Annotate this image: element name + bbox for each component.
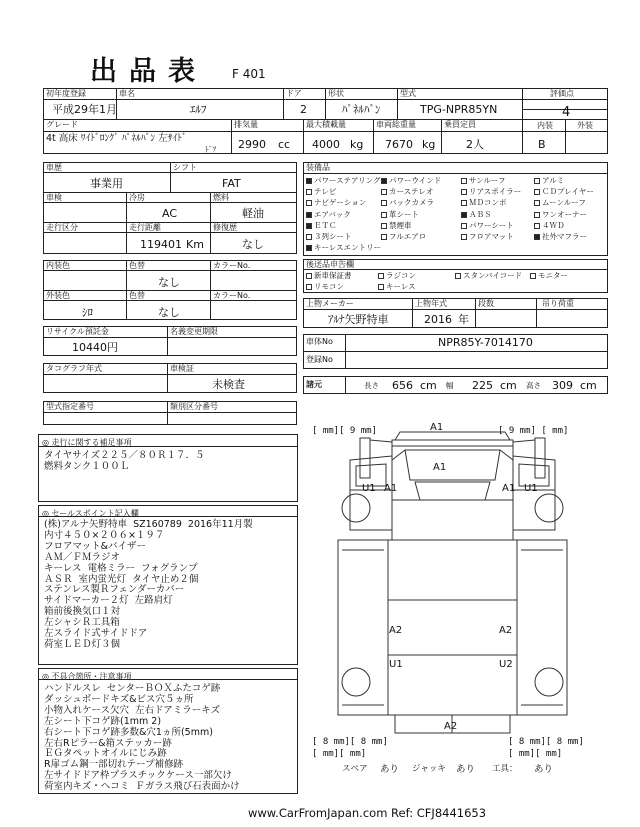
equipment-item-label: フロアマット	[469, 232, 514, 241]
equipment-checkbox	[381, 178, 387, 184]
disp-label: 排気量	[234, 120, 258, 129]
type-label: 型式指定番号	[46, 402, 94, 411]
equipment-item-label: ナビゲーション	[314, 198, 367, 208]
inspect-label: 車検証	[170, 364, 194, 373]
ext-color-value: ｼﾛ	[82, 306, 93, 319]
equipment-item-label: アルミ	[542, 176, 565, 185]
equipment-checkbox	[381, 189, 387, 195]
equipment-checkbox	[534, 200, 540, 206]
post-item-label: キーレス	[386, 282, 416, 291]
equipment-item	[534, 199, 586, 207]
equipment-item	[381, 199, 434, 207]
equipment-item	[534, 188, 594, 196]
exterior-label: 外装	[577, 121, 593, 130]
text-line: ステンレス製Ｒフェンダーカバー	[44, 584, 185, 596]
equipment-item	[306, 199, 366, 207]
shift-value: FAT	[222, 177, 241, 190]
equipment-checkbox	[381, 234, 387, 240]
cap-label: 乗員定員	[444, 120, 476, 129]
equipment-item-label: バックカメラ	[389, 198, 434, 208]
mark-a1-left: A1	[384, 483, 398, 494]
body-year-unit: 年	[458, 313, 469, 326]
notes-label: ◎ 走行に関する補足事項	[42, 438, 132, 447]
name-value: ｴﾙﾌ	[190, 103, 207, 116]
post-label: 後送品申告欄	[306, 260, 354, 269]
mark-u1-right: U1	[524, 483, 538, 494]
chassis-label: 車体No	[306, 337, 333, 346]
equipment-item-label: ＡＢＳ	[469, 209, 492, 219]
grade-label: グレード	[46, 120, 78, 129]
maker-label: 上物メーカー	[306, 299, 354, 308]
equipment-item-label: ＥＴＣ	[314, 220, 337, 230]
mileage-value: 119401	[140, 238, 182, 251]
equipment-item-label: 革シート	[389, 209, 419, 219]
equipment-item-label: ４ＷＤ	[542, 220, 565, 230]
post-checkbox	[378, 273, 384, 279]
tread-bottom-right-2: [ mm][ mm]	[508, 749, 563, 759]
mileage-label: 走行距離	[129, 223, 161, 232]
door-value: 2	[300, 103, 307, 116]
equipment-checkbox	[306, 245, 312, 251]
wid-label: 幅	[446, 381, 454, 390]
equipment-checkbox	[534, 212, 540, 218]
cap-value: 2人	[466, 138, 484, 151]
recycle-value: 10440円	[72, 341, 118, 354]
spare-label: スペア	[342, 764, 368, 774]
footer-ref: www.CarFromJapan.com Ref: CFJ8441653	[248, 806, 487, 820]
equipment-item-label: 禁煙車	[389, 220, 412, 230]
equipment-item-label: テレビ	[314, 187, 337, 197]
equipment-checkbox	[461, 223, 467, 229]
mark-u2-mid: U2	[499, 659, 513, 670]
equipment-item	[306, 244, 381, 252]
disp-unit: cc	[278, 138, 291, 151]
text-line: サイドマーカー２灯 左路肩灯	[44, 595, 173, 607]
equipment-checkbox	[306, 223, 312, 229]
equipment-checkbox	[381, 212, 387, 218]
equipment-item-label: エアバック	[314, 209, 351, 219]
text-line: 小物入れケース欠穴 左右ドアミラーキズ	[44, 704, 221, 716]
steps-label: 段数	[478, 299, 494, 308]
gross-unit: kg	[422, 138, 436, 151]
text-line: ＥＧタペットオイルにじみ跡	[44, 748, 167, 760]
grade-value-1: 4t 高床 ﾜｲﾄﾞﾛﾝｸﾞ ﾊﾟﾈﾙﾊﾞﾝ 左ｻｲﾄﾞ	[46, 133, 187, 144]
equipment-item	[461, 233, 514, 241]
equipment-item	[381, 233, 426, 241]
class-label: 類別区分番号	[170, 402, 218, 411]
post-item-label: モニター	[538, 271, 568, 280]
post-item-label: リモコン	[314, 282, 344, 291]
defects-lines	[44, 684, 240, 793]
tread-top-right: [ 9 mm] [ mm]	[498, 426, 569, 436]
notes-lines	[44, 451, 205, 473]
text-line: 左シート下コゲ跡(1mm 2)	[44, 715, 162, 727]
len-label: 長さ	[364, 381, 379, 390]
door-label: ドア	[286, 89, 302, 98]
text-line: 左右Rピラー&箱ステッカー跡	[44, 737, 172, 749]
tread-bottom-left: [ 8 mm][ 8 mm]	[312, 737, 388, 747]
post-checkbox	[378, 284, 384, 290]
equipment-checkbox	[461, 212, 467, 218]
tread-top-left: [ mm][ 9 mm]	[312, 426, 378, 436]
text-line: 左シャシＲ工具箱	[44, 617, 120, 629]
text-line: 内寸４５０×２０６×１９７	[44, 529, 165, 541]
recycle-label: リサイクル預託金	[46, 327, 109, 336]
mileage-unit: Km	[186, 238, 204, 251]
post-item	[306, 272, 352, 280]
sales-lines	[44, 520, 253, 651]
disp-value: 2990	[238, 138, 266, 151]
tacho-label: タコグラフ年式	[46, 364, 102, 373]
int-paint-label: 色替	[129, 261, 145, 270]
ext-color-label: 外装色	[46, 291, 70, 300]
post-item	[378, 283, 416, 291]
int-paint-value: なし	[158, 276, 180, 289]
equipment-item	[534, 211, 587, 219]
post-item-label: 新車保証書	[314, 271, 352, 280]
post-checkbox	[455, 273, 461, 279]
mark-a2-left: A2	[389, 625, 403, 636]
equipment-checkbox	[534, 189, 540, 195]
text-line: ＡＭ／ＦＭラジオ	[44, 551, 121, 563]
text-line: 左サイドドア枠プラスチックケース一部欠け	[44, 770, 232, 782]
repair-label: 修復歴	[213, 223, 237, 232]
equipment-item	[461, 199, 507, 207]
body-year-value: 2016	[424, 313, 452, 326]
equipment-item	[461, 188, 521, 196]
equipment-checkbox	[306, 212, 312, 218]
spare-value: あり	[380, 764, 400, 775]
post-item-label: ラジコン	[386, 271, 416, 280]
wid-unit: cm	[500, 379, 517, 392]
equipment-item-label: ＭＤコンポ	[469, 198, 507, 208]
tool-value: あり	[534, 764, 554, 775]
fuel-label: 燃料	[213, 193, 229, 202]
equipment-item	[306, 211, 351, 219]
equipment-item	[461, 211, 492, 219]
text-line: 荷室ＬＥＤ灯３個	[44, 638, 121, 650]
equipment-item-label: パワーステアリング	[314, 176, 381, 185]
equipment-checkbox	[381, 200, 387, 206]
text-line: キーレス 電格ミラー フォグランプ	[44, 562, 198, 574]
hang-label: 吊り荷重	[542, 299, 574, 308]
hgt-label: 高さ	[526, 381, 541, 390]
equipment-item	[306, 222, 337, 230]
equipment-item	[534, 177, 564, 185]
equipment-item	[381, 188, 433, 196]
maker-value: ｱﾙﾅ矢野特車	[328, 313, 389, 326]
jack-label: ジャッキ	[412, 764, 446, 774]
post-item	[306, 283, 344, 291]
interior-label: 内装	[537, 121, 553, 130]
post-item	[455, 272, 522, 280]
body-year-label: 上物年式	[415, 299, 447, 308]
chassis-value: NPR85Y-7014170	[438, 336, 533, 349]
fuel-value: 軽油	[242, 207, 264, 220]
load-unit: kg	[350, 138, 364, 151]
load-value: 4000	[312, 138, 340, 151]
equipment-checkbox	[461, 234, 467, 240]
equipment-item-label: ムーンルーフ	[542, 198, 586, 208]
tool-label: 工具：	[492, 764, 518, 774]
text-line: タイヤサイズ２２５／８０Ｒ１７．５	[44, 450, 205, 461]
equipment-item	[381, 222, 412, 230]
equipment-item	[306, 188, 336, 196]
text-line: 荷室内キズ・ヘコミ Ｆガラス飛び石表面かけ	[44, 781, 240, 793]
tread-bottom-left-2: [ mm][ mm]	[312, 749, 367, 759]
post-checkbox	[530, 273, 536, 279]
equipment-item-label: ワンオーナー	[542, 209, 587, 219]
jack-value: あり	[456, 764, 476, 775]
equipment-checkbox	[461, 200, 467, 206]
text-line: 右シート下コゲ跡多数&穴1ヵ所(5mm)	[44, 726, 213, 738]
equipment-checkbox	[306, 234, 312, 240]
grade-value-2: ﾄﾞｱ	[205, 145, 217, 154]
equipment-item-label: ３列シート	[314, 232, 352, 241]
equipment-checkbox	[534, 178, 540, 184]
equipment-item-label: カーステレオ	[389, 187, 434, 197]
mark-a1-hood: A1	[433, 462, 447, 473]
equipment-checkbox	[461, 189, 467, 195]
equipment-checkbox	[306, 178, 312, 184]
len-unit: cm	[420, 379, 437, 392]
eval-value: 4	[562, 105, 571, 120]
history-value: 事業用	[90, 177, 123, 190]
page-title: 出品表	[90, 56, 207, 87]
year-label: 初年度登録	[46, 89, 86, 98]
inspect-value: 未検査	[212, 378, 245, 391]
text-line: ダッシュボードキズ&ビス穴５ヵ所	[44, 693, 194, 705]
len-value: 656	[392, 379, 413, 392]
form-code: F 401	[232, 67, 266, 81]
text-line: 箱前後換気口１対	[44, 606, 121, 618]
tread-bottom-right: [ 8 mm][ 8 mm]	[508, 737, 584, 747]
text-line: ハンドルスレ センターＢＯＸふたコゲ跡	[44, 683, 221, 694]
name-label: 車名	[119, 89, 135, 98]
int-code-label: カラーNo.	[213, 261, 251, 270]
repair-value: なし	[242, 238, 264, 251]
eval-label: 評価点	[550, 89, 574, 98]
equipment-item-label: サンルーフ	[469, 176, 506, 185]
wid-value: 225	[472, 379, 493, 392]
gross-value: 7670	[385, 138, 413, 151]
ext-paint-label: 色替	[129, 291, 145, 300]
equipment-item-label: パワーウインド	[389, 176, 442, 185]
year-value: 平成29年1月	[52, 103, 117, 116]
equipment-item	[306, 233, 352, 241]
equipment-checkbox	[306, 189, 312, 195]
equipment-item	[381, 211, 419, 219]
mark-u1-mid: U1	[389, 659, 403, 670]
post-item	[530, 272, 568, 280]
drive-label: 車検	[46, 193, 62, 202]
mark-u1-left: U1	[362, 483, 376, 494]
equipment-item-label: 社外マフラー	[542, 232, 587, 241]
load-label: 最大積載量	[306, 120, 346, 129]
ext-code-label: カラーNo.	[213, 291, 251, 300]
mark-a2-right: A2	[499, 625, 513, 636]
mileage-cat-label: 走行区分	[46, 223, 78, 232]
cool-label: 冷房	[129, 193, 145, 202]
post-item-label: スタンバイコード	[463, 271, 523, 280]
text-line: フロアマット&バイザー	[44, 540, 147, 552]
hgt-value: 309	[552, 379, 573, 392]
model-label: 型式	[400, 89, 416, 98]
equipment-checkbox	[534, 234, 540, 240]
ext-paint-value: なし	[158, 306, 180, 319]
truck-diagram	[330, 420, 575, 738]
equipment-checkbox	[381, 223, 387, 229]
text-line: R扉ゴム鋼一部切れテープ補修跡	[44, 759, 184, 771]
dims-label: 諸元	[306, 380, 322, 389]
cool-value: AC	[162, 207, 178, 220]
reg-label: 登録No	[306, 355, 333, 364]
hgt-unit: cm	[580, 379, 597, 392]
text-line: (株)アルナ矢野特車 SZ160789 2016年11月製	[44, 519, 253, 530]
equipment-item	[534, 222, 565, 230]
equipment-item-label: パワーシート	[469, 220, 514, 230]
equipment-item-label: リアスポイラー	[469, 187, 522, 197]
equipment-checkbox	[306, 200, 312, 206]
mark-a1-top: A1	[430, 422, 444, 433]
post-checkbox	[306, 273, 312, 279]
text-line: 左スライド式サイドドア	[44, 628, 148, 640]
sales-label: ◎ セールスポイント記入欄	[42, 509, 139, 518]
equipment-item	[461, 177, 506, 185]
equipment-item-label: フルエアロ	[389, 232, 427, 241]
history-label: 車歴	[46, 163, 62, 172]
equipment-item	[534, 233, 587, 241]
shape-value: ﾊﾟﾈﾙﾊﾞﾝ	[342, 103, 381, 116]
equipment-checkbox	[534, 223, 540, 229]
model-value: TPG-NPR85YN	[420, 103, 498, 116]
shift-label: シフト	[173, 163, 197, 172]
shape-label: 形状	[328, 89, 344, 98]
equipment-item-label: キーレスエントリー	[314, 243, 382, 253]
text-line: ＡＳＲ 室内蛍光灯 タイヤ止め２個	[44, 573, 199, 585]
post-checkbox	[306, 284, 312, 290]
equipment-item	[306, 177, 381, 185]
mark-a2-rear: A2	[444, 721, 458, 732]
text-line: 燃料タンク１００Ｌ	[44, 460, 130, 472]
post-item	[378, 272, 416, 280]
equipment-item	[381, 177, 441, 185]
int-color-label: 内装色	[46, 261, 70, 270]
defects-label: ◎ 不具合箇所・注意事項	[42, 672, 132, 681]
equipment-item	[461, 222, 514, 230]
interior-value: B	[538, 138, 546, 151]
gross-label: 車両総重量	[376, 120, 416, 129]
mark-a1-right: A1	[502, 483, 516, 494]
equipment-checkbox	[461, 178, 467, 184]
rename-label: 名義変更期限	[170, 327, 218, 336]
equipment-item-label: ＣＤプレイヤー	[542, 187, 594, 197]
equipment-label: 装備品	[306, 163, 330, 172]
